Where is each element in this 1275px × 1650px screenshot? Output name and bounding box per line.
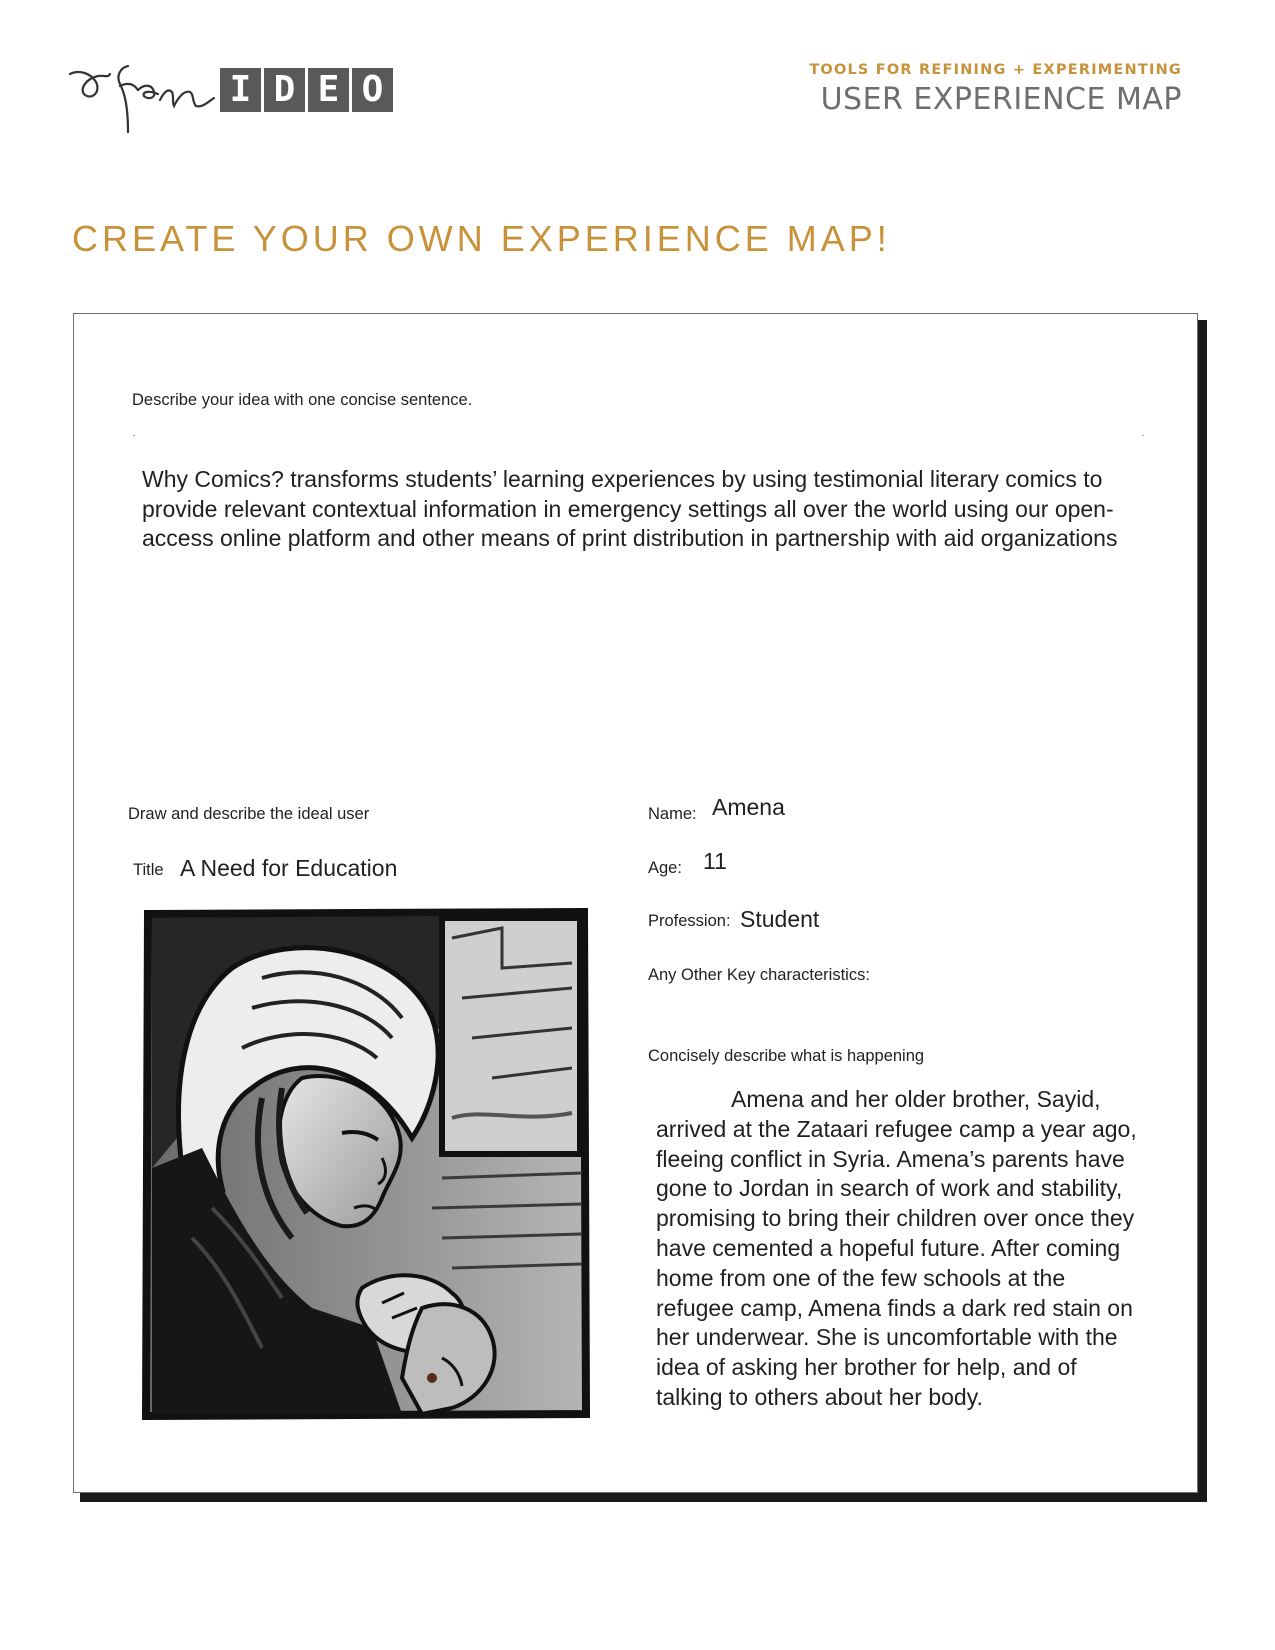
idea-text: Why Comics? transforms students’ learning experiences by using testimonial literary comics to provide relevant contextual information in emergency settings all over the world using our open-access online platform and other means of print distribution in partnership with aid organizations xyxy=(142,466,1118,552)
age-label: Age: xyxy=(648,859,682,877)
logo-letter: D xyxy=(264,68,305,112)
age-value: 11 xyxy=(703,848,727,874)
profession-value: Student xyxy=(740,906,820,932)
happening-label: Concisely describe what is happening xyxy=(648,1047,925,1065)
title-value: A Need for Education xyxy=(180,855,398,881)
comic-illustration-icon xyxy=(142,908,590,1420)
rule-mark-left xyxy=(133,435,135,436)
profession-label: Profession: xyxy=(648,912,731,930)
header-kicker: TOOLS FOR REFINING + EXPERIMENTING xyxy=(809,62,1182,78)
rule-mark-right xyxy=(1142,435,1144,436)
name-value: Amena xyxy=(712,794,785,820)
logo-letter: I xyxy=(220,68,261,112)
logo-letter: E xyxy=(308,68,349,112)
openideo-logo xyxy=(68,58,428,138)
idea-label: Describe your idea with one concise sentence. xyxy=(132,391,473,409)
section-heading: CREATE YOUR OWN EXPERIENCE MAP! xyxy=(72,218,891,259)
happening-text: Amena and her older brother, Sayid, arrived at the Zataari refugee camp a year ago, fleeing conflict in Syria. Amena’s parents have gone to Jordan in search of work and stability, promising to bring their children over once they have cemented a hopeful future. After coming home from one of the few schools at the refugee camp, Amena finds a dark red stain on her underwear. She is uncomfortable with the idea of asking her brother for help, and of talking to others about her body. xyxy=(656,1086,1137,1410)
title-label: Title xyxy=(133,861,164,879)
logo-letter: O xyxy=(352,68,393,112)
ideo-letter-boxes xyxy=(220,68,393,112)
open-script-wordmark xyxy=(68,62,228,140)
document-title: USER EXPERIENCE MAP xyxy=(820,82,1182,117)
other-characteristics-label: Any Other Key characteristics: xyxy=(648,966,870,984)
name-label: Name: xyxy=(648,805,697,823)
draw-user-label: Draw and describe the ideal user xyxy=(128,805,370,823)
